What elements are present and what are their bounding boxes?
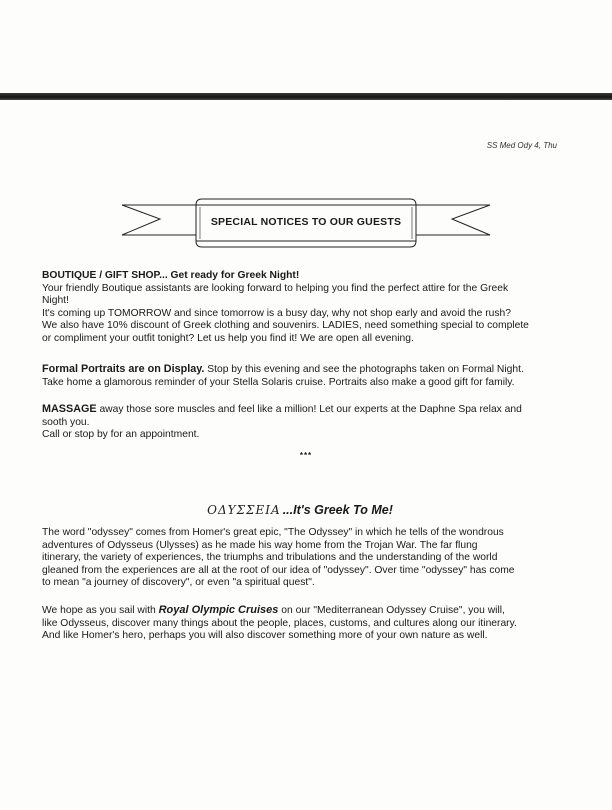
portraits-line: Take home a glamorous reminder of your Stella Solaris cruise. Portraits also make a good gift for family. bbox=[42, 376, 515, 388]
hope-line: And like Homer's hero, perhaps you will also discover something more of your own nature as well. bbox=[42, 630, 488, 642]
boutique-line: Your friendly Boutique assistants are looking forward to helping you find the perfect attire for the Greek bbox=[42, 282, 509, 294]
massage-line: sooth you. bbox=[42, 416, 90, 428]
massage-text: away those sore muscles and feel like a million! Let our experts at the Daphne Spa relax and bbox=[96, 404, 522, 415]
hope-section bbox=[42, 604, 557, 643]
boutique-line: Night! bbox=[42, 295, 69, 307]
portraits-line bbox=[42, 363, 557, 377]
odyssey-title-text: ...It's Greek To Me! bbox=[282, 503, 393, 517]
odyssey-line: adventures of Odysseus (Ulysses) as he made his way home from the Trojan War. The far flung bbox=[42, 539, 478, 551]
boutique-line: We also have 10% discount of Greek clothing and souvenirs. LADIES, need something special to complete bbox=[42, 320, 529, 332]
odyssey-line: itinerary, the variety of experiences, the triumphs and tribulations and the understanding of the world bbox=[42, 552, 498, 564]
section-separator: *** bbox=[299, 451, 313, 460]
hope-text: We hope as you sail with bbox=[42, 605, 159, 616]
boutique-section bbox=[42, 270, 557, 346]
massage-line bbox=[42, 403, 557, 417]
portraits-lead: Formal Portraits are on Display. bbox=[42, 363, 205, 375]
odyssey-line: to mean "a journey of discovery", or even "a spiritual quest". bbox=[42, 577, 315, 589]
boutique-line: or compliment your outfit tonight? Let us help you find it! We are open all evening. bbox=[42, 332, 414, 344]
odyssey-title bbox=[150, 499, 450, 521]
hope-line: like Odysseus, discover many things about the people, places, customs, and cultures along our itinerary. bbox=[42, 617, 517, 629]
header-rule bbox=[0, 93, 612, 100]
hope-line bbox=[42, 604, 557, 618]
odyssey-line: The word "odyssey" comes from Homer's great epic, "The Odyssey" in which he tells of the wondrous bbox=[42, 527, 504, 538]
greek-word-odyssey: ΟΔΥΣΣΕΙΑ bbox=[207, 503, 281, 517]
portraits-section bbox=[42, 363, 557, 389]
banner-title: SPECIAL NOTICES TO OUR GUESTS bbox=[210, 216, 402, 228]
hope-text: on our "Mediterranean Odyssey Cruise", you will, bbox=[278, 605, 505, 616]
odyssey-line: gleaned from the experiences are all at the root of our idea of "odyssey". Over time "odyssey" has come bbox=[42, 564, 515, 576]
odyssey-section bbox=[42, 527, 557, 590]
portraits-text: Stop by this evening and see the photographs taken on Formal Night. bbox=[204, 364, 524, 375]
boutique-heading: BOUTIQUE / GIFT SHOP... Get ready for Greek Night! bbox=[42, 270, 300, 281]
boutique-line: It's coming up TOMORROW and since tomorrow is a busy day, why not shop early and avoid the rush? bbox=[42, 307, 511, 319]
massage-lead: MASSAGE bbox=[42, 403, 97, 415]
cruise-line-name: Royal Olympic Cruises bbox=[158, 604, 279, 616]
massage-section bbox=[42, 403, 557, 442]
page-reference: SS Med Ody 4, Thu bbox=[486, 141, 557, 150]
massage-line: Call or stop by for an appointment. bbox=[42, 429, 200, 441]
